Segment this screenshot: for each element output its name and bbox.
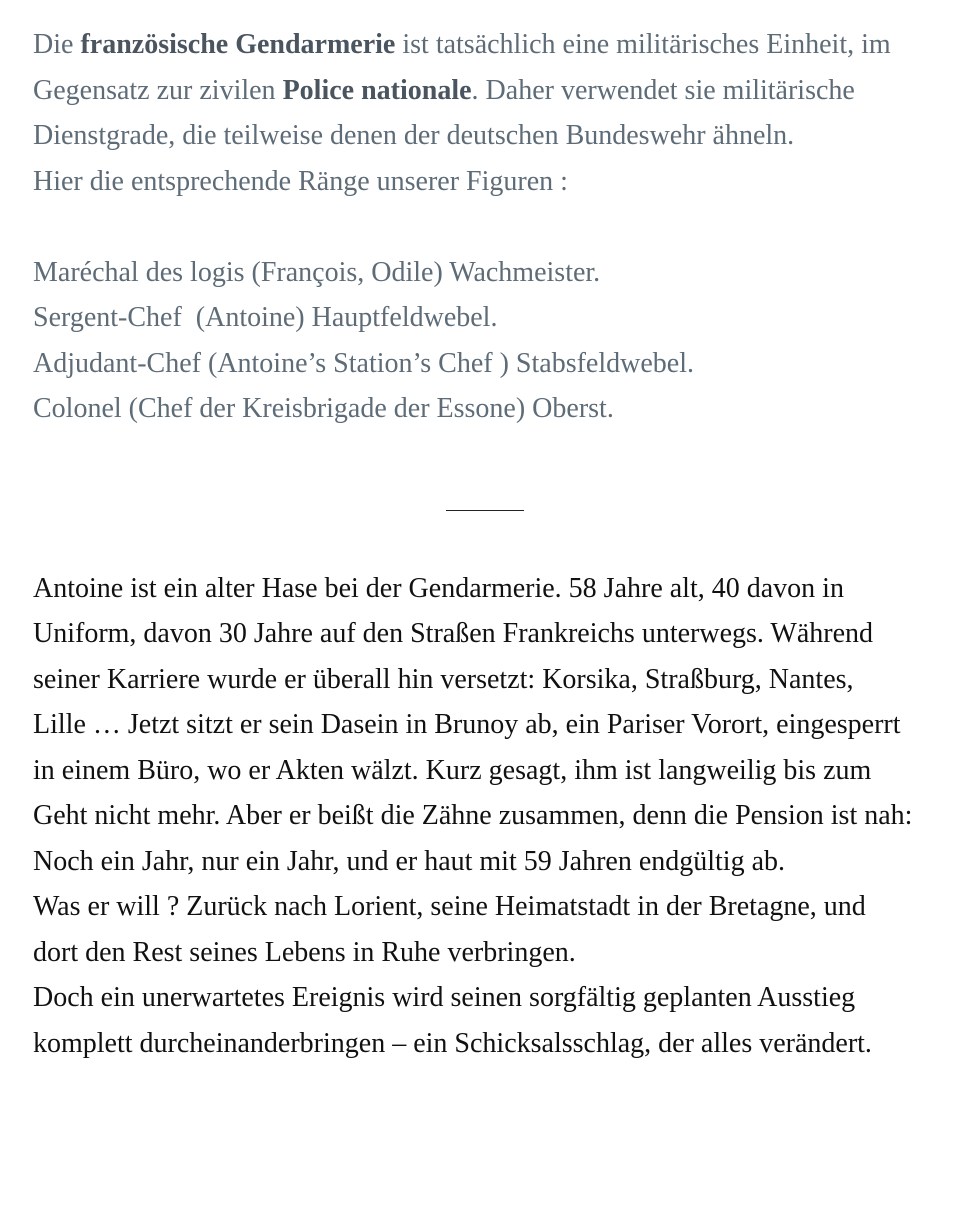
story-paragraph-1: Antoine ist ein alter Hase bei der Gendarmerie. 58 Jahre alt, 40 davon in Uniform, davon 30 Jahre auf den Straßen Frankreichs unterwegs. Während seiner Karriere wurde er überall hin versetzt: Korsika, Straßburg, Nantes, Lille … Jetzt sitzt er sein Dasein in Brunoy ab, ein Pariser Vorort, eingesperrt in einem Büro, wo er Akten wälzt. Kurz gesagt, ihm ist langweilig bis zum Geht nicht mehr. Aber er beißt die Zähne zusammen, denn die Pension ist nah: Noch ein Jahr, nur ein Jahr, und er haut mit 59 Jahren endgültig ab.: [33, 572, 913, 877]
ranks-intro-line: Hier die entsprechende Ränge unserer Figuren :: [33, 165, 568, 197]
police-nationale-term: Police nationale: [282, 74, 472, 106]
intro-text-3: . Daher verwendet sie militärische Dienstgrade, die teilweise denen der deutschen Bundeswehr ähneln.: [33, 74, 855, 151]
story-paragraph-3: Doch ein unerwartetes Ereignis wird seinen sorgfältig geplanten Ausstieg komplett durcheinanderbringen – ein Schicksalsschlag, der alles verändert.: [33, 982, 872, 1059]
rank-item: Maréchal des logis (François, Odile) Wachmeister.: [33, 256, 601, 288]
rank-item: Colonel (Chef der Kreisbrigade der Essone) Oberst.: [33, 393, 614, 424]
rank-item: Adjudant-Chef (Antoine’s Station’s Chef ) Stabsfeldwebel.: [33, 347, 694, 379]
rank-item: Sergent-Chef (Antoine) Hauptfeldwebel.: [33, 302, 498, 333]
intro-paragraph: [33, 22, 913, 159]
spacer: [33, 204, 913, 250]
intro-text-1: Die: [33, 29, 81, 60]
section-divider: [446, 510, 524, 511]
rank-list: [33, 250, 913, 432]
separator-section: [33, 432, 913, 566]
story-paragraph-2: Was er will ? Zurück nach Lorient, seine Heimatstadt in der Bretagne, und dort den Rest seines Lebens in Ruhe verbringen.: [33, 891, 866, 968]
story-section: [33, 566, 913, 1067]
intro-section: [33, 22, 913, 204]
gendarmerie-term: französische Gendarmerie: [80, 29, 396, 60]
article-body: [33, 22, 913, 1066]
intro-text-2: ist tatsächlich eine militärisches Einheit, im Gegensatz zur zivilen: [33, 29, 891, 106]
